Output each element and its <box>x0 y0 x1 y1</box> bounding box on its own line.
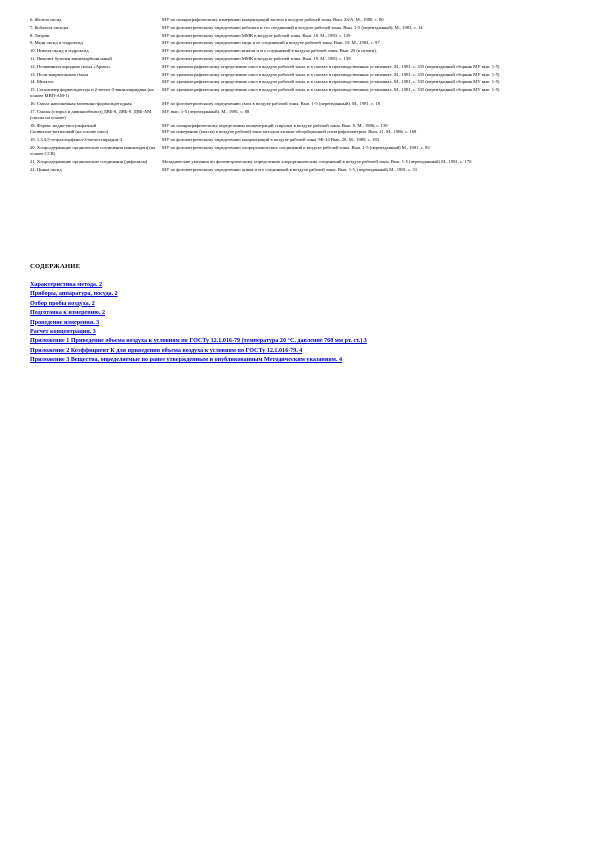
reference-row <box>30 79 570 87</box>
reference-substance: 13. Поли-каприлоновая смола <box>30 71 89 77</box>
reference-substance: 20. Хлорсодержащие органические соединения (винилиден) (на основе ССВ) <box>30 144 156 156</box>
contents-item <box>30 290 570 299</box>
reference-row <box>30 48 570 56</box>
reference-row <box>30 145 570 159</box>
reference-row <box>30 87 570 101</box>
reference-row <box>30 137 570 145</box>
contents-item <box>30 356 570 365</box>
reference-source: МУ по хроматографическому определению смол в воздухе рабочей зоны, и в смолах в производственных установках. М., 1981, с. 335 (переизданный сборник МУ вып. 1-5) <box>162 87 500 93</box>
reference-substance: 9. Меди оксид и гидроксид <box>30 40 83 46</box>
reference-source: МУ по хроматографическому определению смол в воздухе рабочей зоны, и в смолах в производственных установках. М., 1981, с. 335 (переизданный сборник МУ вып. 1-5) <box>162 79 500 85</box>
references-table-body <box>30 17 570 174</box>
reference-substance: 6. Железо оксид <box>30 17 62 22</box>
references-table <box>30 17 570 174</box>
reference-source: МУ по фотометрическому определению меди и ее соединений в воздухе рабочей зоны. Вып. 19. М., 1984, с. 97 <box>162 40 380 46</box>
reference-source: МУ по хроматографическому определению смол в воздухе рабочей зоны, и в смолах в производственных установках. М., 1981, с. 335 (переизданный сборник МУ вып. 1-5) <box>162 63 500 69</box>
reference-source: МУ по полярографическому измерению концентраций железа в воздухе рабочей зоны. Вып. 23/А. М., 1986, с. 80 <box>162 17 384 22</box>
contents-link[interactable]: Приборы, аппаратура, посуда. 2 <box>30 291 118 298</box>
reference-substance: 8. Литрин <box>30 32 50 38</box>
reference-row <box>30 17 570 25</box>
reference-substance: 21. Хлорсодержащие органические соединения (дифенилы) <box>30 158 148 164</box>
reference-row <box>30 33 570 41</box>
contents-item <box>30 319 570 328</box>
contents-link[interactable]: Характеристика метода. 2 <box>30 282 103 288</box>
reference-row <box>30 159 570 167</box>
reference-source: МУ по фотометрическому определению цинка и его соединений в воздухе рабочей зоны. Вып. 1-5, (переизданный) М., 1981, с. 31. <box>162 166 419 172</box>
reference-substance: 7. Кобальта оксиды <box>30 24 68 30</box>
reference-source: МУ по фотометрическому определению хлорорганических соединений в воздухе рабочей зоны. Вып. 1-5 (переизданный) М., 1981, с. 83 <box>162 144 430 150</box>
reference-row <box>30 25 570 33</box>
contents-item <box>30 347 570 356</box>
contents-link[interactable]: Приложение 3 Вещества, определяемые по ранее утвержденным и опубликованным Методическим указаниям. 4 <box>30 357 342 364</box>
contents-item <box>30 300 570 309</box>
reference-substance: 22. Цинка оксид <box>30 166 62 172</box>
reference-substance: 10. Никеля оксид и гидроксид <box>30 48 89 54</box>
reference-substance: 16. Смола наполненная мочевино-формальдегидная <box>30 101 132 107</box>
contents-link[interactable]: Приложение 1 Приведение объема воздуха к условиям по ГОСТу 12.1.016-79 (температура 20 °С, давление 760 мм рт. ст.) 3 <box>30 338 367 345</box>
reference-source: МУ по хроматографическому определению смол в воздухе рабочей зоны, и в смолах в производственных установках. М., 1981, с. 335 (переизданный сборник МУ вып. 1-5) <box>162 71 500 77</box>
contents-link[interactable]: Приложение 2 Коэффициент К для приведения объема воздуха к условиям по ГОСТу 12.1.016-79. 4 <box>30 347 303 354</box>
contents-title: СОДЕРЖАНИЕ <box>30 263 81 270</box>
reference-row <box>30 40 570 48</box>
reference-substance: 12. Поливинилхлоридная смола «Арнол» <box>30 63 111 69</box>
reference-substance: 14. Мелазол <box>30 79 54 85</box>
reference-row <box>30 72 570 80</box>
reference-source: МУ по фотометрическому определению смол в воздухе рабочей зоны. Вып. 1-5 (переизданный). М., 1981, с. 18 <box>162 101 381 107</box>
contents-link[interactable]: Подготовка к измерению. 2 <box>30 310 105 317</box>
reference-source: МУ, вып. 1-5 (переизданный). М., 1981, с. 88 <box>162 108 250 114</box>
reference-source: Методические указания по фотометрическому определению хлорорганических соединений в воздухе рабочей зоны. Вып. 1-5 (переизданный) М., 1981, с. 170 <box>162 158 472 164</box>
reference-row <box>30 101 570 109</box>
contents-item <box>30 337 570 346</box>
reference-substance: 19. 1,3,4,5-тетрахлорфенол-3-метил-пиридин-3 <box>30 136 123 142</box>
contents-item <box>30 309 570 318</box>
reference-row <box>30 64 570 72</box>
contents-link[interactable]: Отбор пробы воздуха. 2 <box>30 300 95 307</box>
contents-link[interactable]: Проведение измерения. 3 <box>30 319 100 326</box>
reference-source: МУ по фотометрическому определению концентраций в воздухе рабочей зоны ЭК-34 Вып. 28. М., 1989, с. 183 <box>162 136 379 142</box>
reference-row <box>30 56 570 64</box>
reference-row <box>30 167 570 175</box>
reference-row <box>30 109 570 123</box>
reference-row <box>30 123 570 137</box>
reference-source: МУ по полярографическому определению концентраций стиролов в воздухе рабочей зоны. Вып. 8. М., 1986, с. 139 МУ по измерению (массы) в воздухе рабочей зоны методом атомно-абсорбционной спектрофотометрии. Вып. 21. М., 1986, с. 168 <box>162 122 417 135</box>
reference-source: МУ по фотометрическому определению ММК в воздухе рабочей зоны. Вып. 18. М., 1983, с. 139 <box>162 32 351 38</box>
contents-item <box>30 281 570 290</box>
reference-source: МУ по фотометрическому определению ММК в воздухе рабочей зоны. Вып. 18. М., 1983, с. 139. <box>162 55 352 61</box>
reference-substance: 11. Пиколит бутилен винилкарбонильный <box>30 55 112 61</box>
reference-source: МУ по фотометрическому определению никеля и его соединений в воздухе рабочей зоны. Вып. 20 (в печати). <box>162 48 377 54</box>
contents-link[interactable]: Расчет концентрации. 3 <box>30 329 96 336</box>
reference-source: МУ по фотометрическому определению кобальта и его соединений в воздухе рабочей зоны. Вып. 1-5 (переизданный). М., 1981, с. 14 <box>162 24 423 30</box>
reference-substance: 18. Форма: медно-тиосульфатный Силикатно-метиловый (на основе смол) <box>30 122 109 135</box>
contents-list <box>30 281 570 366</box>
reference-substance: 15. Сополимер формальдегида и 2-метил-5-винилпиридина (на основе МВП-АМ-1) <box>30 87 154 99</box>
contents-item <box>30 328 570 337</box>
reference-substance: 17. Смолы (стирол и дивинилбензол) ДВБ-8, ДВБ-9, ДВБ-АМ (смолы на основе) <box>30 108 152 121</box>
